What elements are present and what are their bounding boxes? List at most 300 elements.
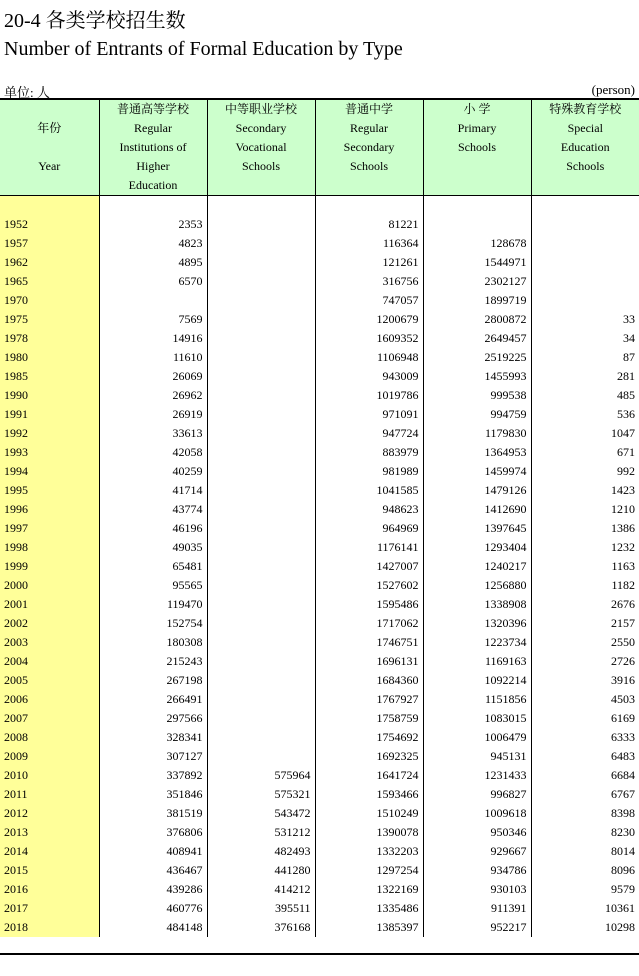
header-label-english: Vocational (235, 140, 287, 154)
special-education-cell: 8096 (531, 861, 639, 880)
primary-cell: 1223734 (423, 633, 531, 652)
special-education-cell: 34 (531, 329, 639, 348)
vocational-cell (207, 329, 315, 348)
higher-education-cell: 215243 (99, 652, 207, 671)
primary-cell: 930103 (423, 880, 531, 899)
special-education-cell: 671 (531, 443, 639, 462)
special-education-cell: 8230 (531, 823, 639, 842)
higher-education-cell: 376806 (99, 823, 207, 842)
primary-cell: 950346 (423, 823, 531, 842)
higher-education-cell: 328341 (99, 728, 207, 747)
secondary-cell: 1595486 (315, 595, 423, 614)
special-education-cell: 2726 (531, 652, 639, 671)
header-label-english: Higher (136, 159, 170, 173)
year-cell: 1996 (0, 500, 99, 519)
vocational-cell (207, 291, 315, 310)
year-cell: 1994 (0, 462, 99, 481)
higher-education-cell: 307127 (99, 747, 207, 766)
secondary-cell: 1019786 (315, 386, 423, 405)
vocational-cell: 575964 (207, 766, 315, 785)
secondary-cell: 883979 (315, 443, 423, 462)
vocational-cell (207, 310, 315, 329)
vocational-cell (207, 348, 315, 367)
year-cell: 1978 (0, 329, 99, 348)
table-row (0, 310, 639, 329)
primary-cell: 1364953 (423, 443, 531, 462)
primary-cell: 1459974 (423, 462, 531, 481)
secondary-cell: 316756 (315, 272, 423, 291)
special-education-cell (531, 234, 639, 253)
higher-education-cell: 381519 (99, 804, 207, 823)
header-year (0, 100, 99, 196)
year-cell: 2006 (0, 690, 99, 709)
primary-cell: 2519225 (423, 348, 531, 367)
special-education-cell: 6767 (531, 785, 639, 804)
secondary-cell: 116364 (315, 234, 423, 253)
special-education-cell: 1047 (531, 424, 639, 443)
year-cell: 2007 (0, 709, 99, 728)
special-education-cell: 1210 (531, 500, 639, 519)
secondary-cell: 1692325 (315, 747, 423, 766)
higher-education-cell: 40259 (99, 462, 207, 481)
secondary-cell: 971091 (315, 405, 423, 424)
special-education-cell: 10361 (531, 899, 639, 918)
table-row (0, 500, 639, 519)
primary-cell: 945131 (423, 747, 531, 766)
higher-education-cell: 484148 (99, 918, 207, 937)
primary-cell: 994759 (423, 405, 531, 424)
table-row (0, 272, 639, 291)
higher-education-cell: 152754 (99, 614, 207, 633)
table-row (0, 234, 639, 253)
table-row (0, 918, 639, 937)
secondary-cell: 1746751 (315, 633, 423, 652)
primary-cell: 2649457 (423, 329, 531, 348)
vocational-cell (207, 652, 315, 671)
primary-cell: 929667 (423, 842, 531, 861)
primary-cell: 1397645 (423, 519, 531, 538)
header-gap (0, 138, 99, 157)
year-cell: 2015 (0, 861, 99, 880)
special-education-cell: 2550 (531, 633, 639, 652)
primary-cell: 999538 (423, 386, 531, 405)
higher-education-cell: 26919 (99, 405, 207, 424)
primary-cell: 1151856 (423, 690, 531, 709)
spacer-cell (315, 196, 423, 216)
unit-row (0, 82, 639, 98)
header-label-english: Education (560, 140, 610, 154)
header-label-english: Secondary (235, 121, 287, 135)
header-special-education (531, 100, 639, 196)
special-education-cell: 8398 (531, 804, 639, 823)
year-cell: 2005 (0, 671, 99, 690)
secondary-cell: 1041585 (315, 481, 423, 500)
header-label-chinese: 特殊教育学校 (549, 102, 622, 116)
higher-education-cell: 6570 (99, 272, 207, 291)
table-row (0, 842, 639, 861)
primary-cell: 1899719 (423, 291, 531, 310)
higher-education-cell: 460776 (99, 899, 207, 918)
higher-education-cell: 43774 (99, 500, 207, 519)
year-cell: 1985 (0, 367, 99, 386)
special-education-cell: 4503 (531, 690, 639, 709)
secondary-cell: 1200679 (315, 310, 423, 329)
year-cell: 2001 (0, 595, 99, 614)
primary-cell: 1009618 (423, 804, 531, 823)
table-row (0, 386, 639, 405)
vocational-cell: 376168 (207, 918, 315, 937)
table-row (0, 253, 639, 272)
higher-education-cell: 119470 (99, 595, 207, 614)
special-education-cell: 6684 (531, 766, 639, 785)
special-education-cell: 6483 (531, 747, 639, 766)
year-cell: 2014 (0, 842, 99, 861)
primary-cell: 128678 (423, 234, 531, 253)
special-education-cell: 1182 (531, 576, 639, 595)
year-cell: 2010 (0, 766, 99, 785)
table-row (0, 367, 639, 386)
year-cell: 2013 (0, 823, 99, 842)
entrants-table (0, 100, 639, 937)
primary-cell: 1179830 (423, 424, 531, 443)
higher-education-cell: 408941 (99, 842, 207, 861)
header-primary-schools (423, 100, 531, 196)
primary-cell: 1092214 (423, 671, 531, 690)
year-cell: 2008 (0, 728, 99, 747)
special-education-cell: 1163 (531, 557, 639, 576)
header-label-english: Schools (457, 140, 496, 154)
year-cell: 1992 (0, 424, 99, 443)
higher-education-cell: 4823 (99, 234, 207, 253)
vocational-cell (207, 462, 315, 481)
table-row (0, 880, 639, 899)
year-cell: 1980 (0, 348, 99, 367)
vocational-cell: 441280 (207, 861, 315, 880)
vocational-cell (207, 557, 315, 576)
header-label-english: Education (128, 178, 178, 192)
table-row (0, 728, 639, 747)
secondary-cell: 1427007 (315, 557, 423, 576)
secondary-cell: 948623 (315, 500, 423, 519)
table-row (0, 652, 639, 671)
vocational-cell: 482493 (207, 842, 315, 861)
header-label-chinese: 普通高等学校 (116, 102, 189, 116)
year-cell: 1962 (0, 253, 99, 272)
year-cell: 2003 (0, 633, 99, 652)
unit-label-chinese: 单位: 人 (4, 85, 50, 100)
higher-education-cell: 439286 (99, 880, 207, 899)
primary-cell (423, 215, 531, 234)
spacer-cell (423, 196, 531, 216)
vocational-cell (207, 386, 315, 405)
primary-cell: 1338908 (423, 595, 531, 614)
primary-cell: 1231433 (423, 766, 531, 785)
higher-education-cell (99, 291, 207, 310)
header-label-chinese: 年份 (37, 121, 62, 135)
header-label-chinese: 普通中学 (344, 102, 393, 116)
secondary-cell: 121261 (315, 253, 423, 272)
table-row (0, 538, 639, 557)
table-row (0, 861, 639, 880)
secondary-cell: 1527602 (315, 576, 423, 595)
header-label-english: Special (567, 121, 603, 135)
year-cell: 2012 (0, 804, 99, 823)
special-education-cell: 9579 (531, 880, 639, 899)
higher-education-cell: 351846 (99, 785, 207, 804)
table-row (0, 462, 639, 481)
secondary-cell: 1754692 (315, 728, 423, 747)
year-cell: 2002 (0, 614, 99, 633)
header-secondary-schools (315, 100, 423, 196)
special-education-cell: 3916 (531, 671, 639, 690)
spacer-row (0, 196, 639, 216)
year-cell: 2004 (0, 652, 99, 671)
secondary-cell: 1385397 (315, 918, 423, 937)
year-cell: 2000 (0, 576, 99, 595)
header-label-english: Year (38, 159, 61, 173)
special-education-cell: 992 (531, 462, 639, 481)
table-header (0, 100, 639, 196)
vocational-cell (207, 633, 315, 652)
higher-education-cell: 2353 (99, 215, 207, 234)
primary-cell: 1293404 (423, 538, 531, 557)
primary-cell: 934786 (423, 861, 531, 880)
header-label-english: Secondary (343, 140, 395, 154)
higher-education-cell: 297566 (99, 709, 207, 728)
table-row (0, 614, 639, 633)
secondary-cell: 1717062 (315, 614, 423, 633)
table-row (0, 215, 639, 234)
higher-education-cell: 337892 (99, 766, 207, 785)
higher-education-cell: 33613 (99, 424, 207, 443)
vocational-cell (207, 519, 315, 538)
table-row (0, 671, 639, 690)
vocational-cell (207, 405, 315, 424)
year-cell: 1997 (0, 519, 99, 538)
higher-education-cell: 14916 (99, 329, 207, 348)
higher-education-cell: 266491 (99, 690, 207, 709)
vocational-cell: 531212 (207, 823, 315, 842)
year-cell: 1999 (0, 557, 99, 576)
higher-education-cell: 7569 (99, 310, 207, 329)
higher-education-cell: 436467 (99, 861, 207, 880)
special-education-cell: 10298 (531, 918, 639, 937)
header-label-english: Schools (241, 159, 280, 173)
year-cell: 1991 (0, 405, 99, 424)
secondary-cell: 1758759 (315, 709, 423, 728)
year-cell: 2017 (0, 899, 99, 918)
vocational-cell (207, 215, 315, 234)
special-education-cell: 2676 (531, 595, 639, 614)
vocational-cell (207, 595, 315, 614)
secondary-cell: 1390078 (315, 823, 423, 842)
primary-cell: 1455993 (423, 367, 531, 386)
table-row (0, 804, 639, 823)
table-row (0, 747, 639, 766)
secondary-cell: 1335486 (315, 899, 423, 918)
primary-cell: 1256880 (423, 576, 531, 595)
vocational-cell (207, 234, 315, 253)
primary-cell: 911391 (423, 899, 531, 918)
vocational-cell: 575321 (207, 785, 315, 804)
vocational-cell (207, 690, 315, 709)
year-cell: 1993 (0, 443, 99, 462)
secondary-cell: 1106948 (315, 348, 423, 367)
table-row (0, 481, 639, 500)
year-cell: 1952 (0, 215, 99, 234)
unit-label-english: (person) (591, 82, 635, 97)
primary-cell: 2800872 (423, 310, 531, 329)
vocational-cell (207, 614, 315, 633)
vocational-cell: 543472 (207, 804, 315, 823)
special-education-cell: 1423 (531, 481, 639, 500)
special-education-cell: 1386 (531, 519, 639, 538)
special-education-cell: 2157 (531, 614, 639, 633)
year-cell: 1998 (0, 538, 99, 557)
special-education-cell: 6169 (531, 709, 639, 728)
vocational-cell (207, 576, 315, 595)
vocational-cell (207, 443, 315, 462)
special-education-cell: 8014 (531, 842, 639, 861)
table-row (0, 595, 639, 614)
special-education-cell: 6333 (531, 728, 639, 747)
vocational-cell (207, 709, 315, 728)
table-row (0, 766, 639, 785)
year-cell: 1965 (0, 272, 99, 291)
bottom-rule (0, 953, 639, 955)
vocational-cell (207, 253, 315, 272)
secondary-cell: 1767927 (315, 690, 423, 709)
vocational-cell (207, 538, 315, 557)
vocational-cell (207, 481, 315, 500)
higher-education-cell: 46196 (99, 519, 207, 538)
table-row (0, 576, 639, 595)
secondary-cell: 1641724 (315, 766, 423, 785)
special-education-cell (531, 272, 639, 291)
secondary-cell: 1593466 (315, 785, 423, 804)
higher-education-cell: 26069 (99, 367, 207, 386)
secondary-cell: 943009 (315, 367, 423, 386)
secondary-cell: 1684360 (315, 671, 423, 690)
higher-education-cell: 95565 (99, 576, 207, 595)
year-cell: 1990 (0, 386, 99, 405)
header-vocational-schools (207, 100, 315, 196)
table-row (0, 405, 639, 424)
primary-cell: 1412690 (423, 500, 531, 519)
year-cell: 2016 (0, 880, 99, 899)
header-higher-education (99, 100, 207, 196)
vocational-cell: 414212 (207, 880, 315, 899)
spacer-cell (207, 196, 315, 216)
secondary-cell: 1297254 (315, 861, 423, 880)
header-label-chinese: 中等职业学校 (224, 102, 297, 116)
year-cell: 2011 (0, 785, 99, 804)
secondary-cell: 1332203 (315, 842, 423, 861)
special-education-cell: 281 (531, 367, 639, 386)
higher-education-cell: 41714 (99, 481, 207, 500)
higher-education-cell: 42058 (99, 443, 207, 462)
table-row (0, 329, 639, 348)
special-education-cell: 1232 (531, 538, 639, 557)
table-row (0, 557, 639, 576)
header-label-chinese: 小 学 (463, 102, 491, 116)
vocational-cell (207, 671, 315, 690)
header-label-english: Schools (349, 159, 388, 173)
secondary-cell: 964969 (315, 519, 423, 538)
year-cell: 1957 (0, 234, 99, 253)
vocational-cell (207, 500, 315, 519)
year-cell: 1970 (0, 291, 99, 310)
higher-education-cell: 49035 (99, 538, 207, 557)
primary-cell: 1169163 (423, 652, 531, 671)
header-row (0, 100, 639, 196)
secondary-cell: 1322169 (315, 880, 423, 899)
year-cell: 1995 (0, 481, 99, 500)
primary-cell: 996827 (423, 785, 531, 804)
table-row (0, 443, 639, 462)
spacer-cell (531, 196, 639, 216)
higher-education-cell: 65481 (99, 557, 207, 576)
spacer-cell (0, 196, 99, 216)
primary-cell: 1083015 (423, 709, 531, 728)
vocational-cell (207, 728, 315, 747)
special-education-cell: 33 (531, 310, 639, 329)
table-row (0, 899, 639, 918)
secondary-cell: 981989 (315, 462, 423, 481)
table-title-english: Number of Entrants of Formal Education by Type (4, 38, 403, 60)
higher-education-cell: 26962 (99, 386, 207, 405)
special-education-cell: 485 (531, 386, 639, 405)
special-education-cell: 87 (531, 348, 639, 367)
primary-cell: 952217 (423, 918, 531, 937)
vocational-cell (207, 424, 315, 443)
year-cell: 2009 (0, 747, 99, 766)
table-row (0, 690, 639, 709)
secondary-cell: 1176141 (315, 538, 423, 557)
header-label-english: Regular (350, 121, 388, 135)
vocational-cell (207, 367, 315, 386)
secondary-cell: 747057 (315, 291, 423, 310)
higher-education-cell: 180308 (99, 633, 207, 652)
header-label-english: Schools (566, 159, 605, 173)
special-education-cell (531, 291, 639, 310)
table-title-chinese: 20-4 各类学校招生数 (4, 10, 186, 32)
spacer-cell (99, 196, 207, 216)
year-cell: 1975 (0, 310, 99, 329)
special-education-cell: 536 (531, 405, 639, 424)
table-row (0, 709, 639, 728)
higher-education-cell: 267198 (99, 671, 207, 690)
secondary-cell: 947724 (315, 424, 423, 443)
secondary-cell: 1696131 (315, 652, 423, 671)
primary-cell: 1240217 (423, 557, 531, 576)
secondary-cell: 81221 (315, 215, 423, 234)
primary-cell: 1320396 (423, 614, 531, 633)
header-label-english: Regular (134, 121, 172, 135)
higher-education-cell: 11610 (99, 348, 207, 367)
table-row (0, 823, 639, 842)
table-row (0, 785, 639, 804)
primary-cell: 2302127 (423, 272, 531, 291)
vocational-cell: 395511 (207, 899, 315, 918)
header-label-english: Primary (457, 121, 497, 135)
special-education-cell (531, 215, 639, 234)
table-row (0, 424, 639, 443)
table-row (0, 519, 639, 538)
primary-cell: 1544971 (423, 253, 531, 272)
year-cell: 2018 (0, 918, 99, 937)
header-label-english: Institutions of (119, 140, 187, 154)
